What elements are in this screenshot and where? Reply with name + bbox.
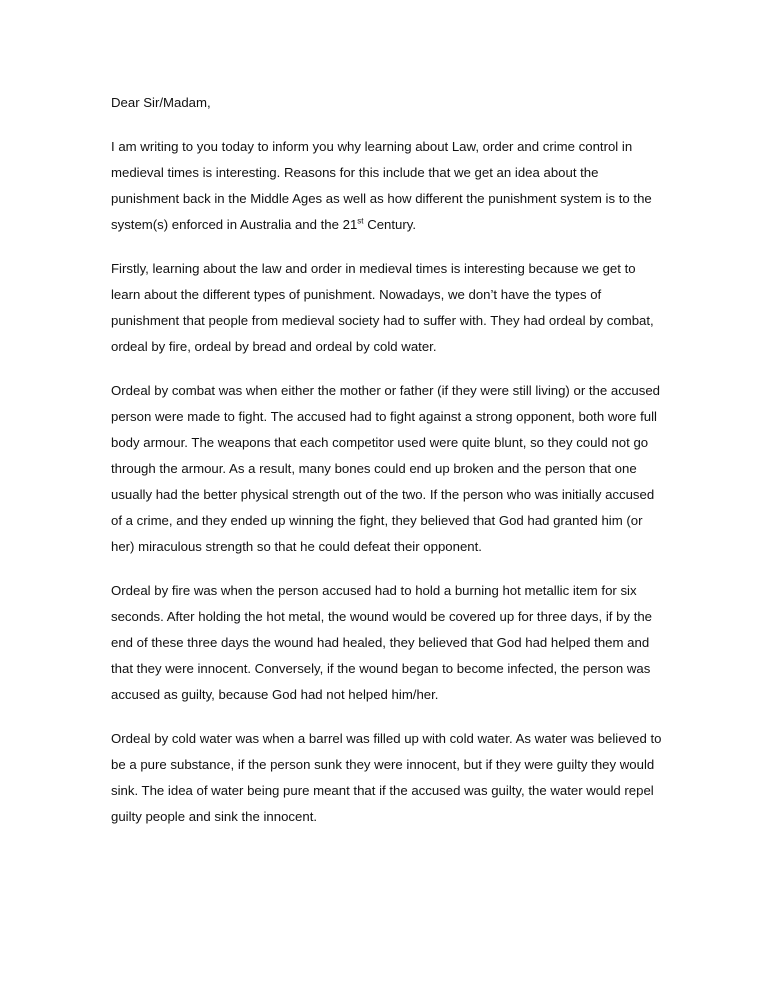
ordinal-suffix: st (357, 216, 364, 226)
paragraph-ordeal-by-cold-water: Ordeal by cold water was when a barrel was filled up with cold water. As water was believed to be a pure substance, if the person sunk they were innocent, but if they were guilty they would sink. The idea of water being pure meant that if the accused was guilty, the water would repel guilty people and sink the innocent. (111, 731, 662, 824)
paragraph-ordeal-by-fire: Ordeal by fire was when the person accused had to hold a burning hot metallic item for six seconds. After holding the hot metal, the wound would be covered up for three days, if by the end of these three days the wound had healed, they believed that God had helped them and that they were innocent. Conversely, if the wound began to become infected, the person was accused as guilty, because God had not helped him/her. (111, 583, 653, 702)
letter-body (111, 90, 666, 848)
intro-paragraph (111, 134, 666, 238)
intro-text: I am writing to you today to inform you why learning about Law, order and crime control in medieval times is interesting. Reasons for this include that we get an idea about the punishment back in the Middle Ages as well as how different the punishment system is to the system(s) enforced in Australia and the 21 (111, 139, 652, 232)
intro-text-end: Century. (363, 217, 417, 232)
paragraph-ordeal-by-combat: Ordeal by combat was when either the mother or father (if they were still living) or the accused person were made to fight. The accused had to fight against a strong opponent, both wore full body armour. The weapons that each competitor used were quite blunt, so they could not go through the armour. As a result, many bones could end up broken and the person that one usually had the better physical strength out of the two. If the person who was initially accused of a crime, and they ended up winning the fight, they believed that God had granted him (or her) miraculous strength so that he could defeat their opponent. (111, 383, 660, 554)
paragraph-firstly: Firstly, learning about the law and order in medieval times is interesting because we get to learn about the different types of punishment. Nowadays, we don’t have the types of punishment that people from medieval society had to suffer with. They had ordeal by combat, ordeal by fire, ordeal by bread and ordeal by cold water. (111, 261, 654, 354)
salutation: Dear Sir/Madam, (111, 95, 211, 110)
